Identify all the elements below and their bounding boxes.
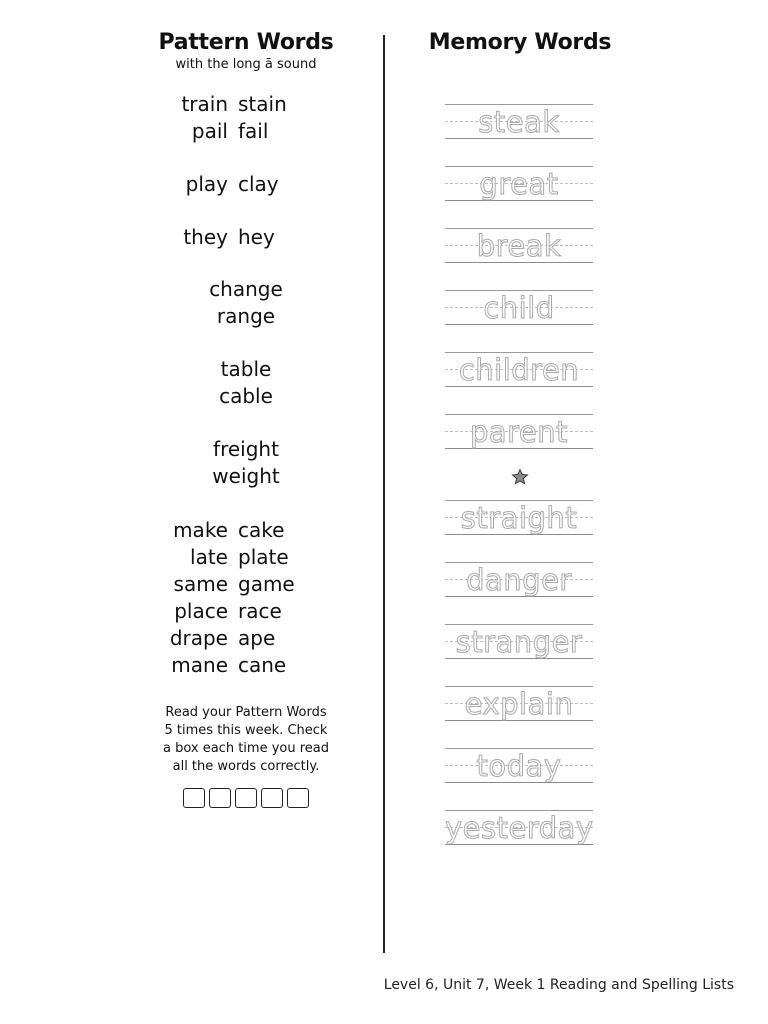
memory-word: great: [479, 167, 559, 201]
pattern-word-group: [130, 90, 362, 144]
memory-words-title: Memory Words: [428, 30, 612, 55]
pattern-word-pair: [130, 90, 362, 117]
memory-word: danger: [466, 563, 572, 597]
page-footer: Level 6, Unit 7, Week 1 Reading and Spelling Lists: [383, 977, 734, 993]
memory-word-tracing: [445, 682, 595, 744]
pattern-word: mane: [171, 652, 228, 677]
pattern-word: plate: [238, 544, 289, 569]
pattern-word-pair: [130, 651, 362, 678]
pattern-word-group: [130, 276, 362, 330]
memory-word: children: [458, 353, 580, 387]
pattern-word-pair: [130, 170, 362, 197]
memory-words-column: [405, 30, 635, 845]
pattern-word-group: [130, 516, 362, 678]
instruction-line: a box each time you read: [162, 741, 329, 756]
instruction-line: all the words correctly.: [172, 759, 320, 774]
memory-word-tracing: [445, 162, 595, 224]
pattern-word: train: [181, 91, 228, 116]
memory-word: yesterday: [445, 811, 594, 845]
pattern-word-group: [130, 170, 362, 197]
pattern-word-group: [130, 223, 362, 250]
pattern-word: place: [174, 598, 228, 623]
pattern-word-pair: [130, 117, 362, 144]
pattern-word-pair: [130, 543, 362, 570]
pattern-word: drape: [169, 625, 228, 650]
read-checkbox[interactable]: [235, 788, 257, 808]
memory-word-tracing: [445, 224, 595, 286]
memory-word-tracing: [445, 744, 595, 806]
column-divider: [383, 35, 385, 953]
memory-word: steak: [478, 105, 560, 139]
memory-word: stranger: [455, 625, 583, 659]
memory-word-tracing: [445, 620, 595, 682]
pattern-word-pair: [130, 570, 362, 597]
pattern-word-groups: [130, 90, 362, 678]
read-checkbox[interactable]: [183, 788, 205, 808]
pattern-word: make: [173, 517, 228, 542]
pattern-word: change: [209, 277, 283, 301]
memory-word-tracing: [445, 806, 595, 868]
pattern-word: hey: [238, 224, 275, 249]
instruction-line: Read your Pattern Words: [165, 705, 327, 720]
memory-word-tracing: [445, 558, 595, 620]
pattern-word: game: [238, 571, 295, 596]
pattern-word: freight: [213, 437, 279, 461]
pattern-word: play: [185, 171, 228, 196]
pattern-word: weight: [212, 464, 280, 488]
memory-word-tracing: [445, 100, 595, 162]
pattern-word-group: [130, 356, 362, 410]
pattern-word: they: [183, 224, 228, 249]
instruction-line: 5 times this week. Check: [164, 723, 328, 738]
memory-word-tracing: [445, 410, 595, 472]
read-checkbox[interactable]: [209, 788, 231, 808]
pattern-word: race: [238, 598, 282, 623]
reading-instructions: [130, 704, 362, 776]
pattern-word-pair: [130, 516, 362, 543]
pattern-word: pail: [191, 118, 228, 143]
memory-word: straight: [460, 501, 578, 535]
pattern-word: range: [216, 304, 276, 328]
memory-word-tracing: [445, 348, 595, 410]
star-divider: [445, 468, 595, 496]
reading-checkboxes: [130, 788, 362, 808]
pattern-words-subtitle: with the long ā sound: [175, 57, 317, 72]
pattern-word: clay: [238, 171, 279, 196]
memory-word: break: [476, 229, 562, 263]
pattern-word: cake: [238, 517, 285, 542]
memory-word: parent: [469, 415, 569, 449]
memory-word: explain: [464, 687, 574, 721]
pattern-word: late: [190, 544, 228, 569]
memory-word-list: [445, 100, 595, 868]
pattern-words-title: Pattern Words: [158, 30, 334, 55]
read-checkbox[interactable]: [287, 788, 309, 808]
read-checkbox[interactable]: [261, 788, 283, 808]
memory-word: child: [483, 291, 555, 325]
pattern-word: table: [220, 357, 272, 381]
pattern-word-pair: [130, 223, 362, 250]
pattern-word: stain: [238, 91, 287, 116]
pattern-word-pair: [130, 597, 362, 624]
pattern-words-column: [130, 30, 362, 808]
pattern-word-group: [130, 436, 362, 490]
memory-word-tracing: [445, 286, 595, 348]
memory-word-tracing: [445, 496, 595, 558]
pattern-word: fail: [238, 118, 269, 143]
memory-word: today: [476, 749, 562, 783]
pattern-word: same: [173, 571, 228, 596]
pattern-word-pair: [130, 624, 362, 651]
pattern-word: ape: [238, 625, 276, 650]
pattern-word: cable: [219, 384, 273, 408]
pattern-word: cane: [238, 652, 287, 677]
